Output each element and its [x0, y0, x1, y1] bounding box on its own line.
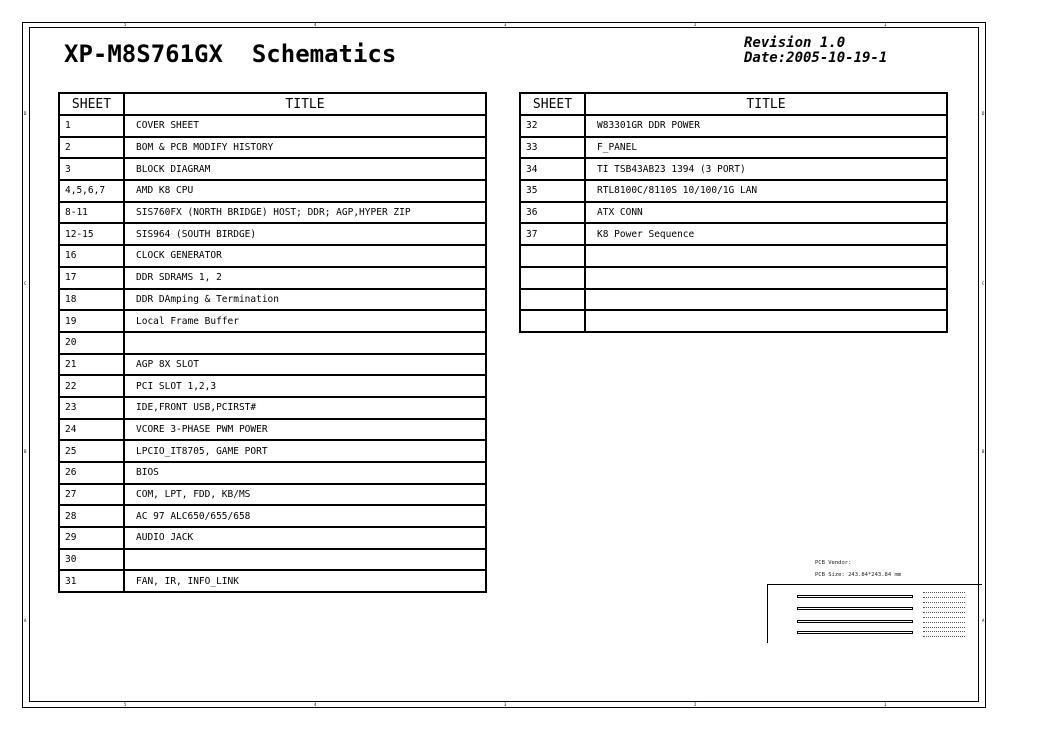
table-row — [59, 332, 486, 354]
sheet-number-cell: 12-15 — [59, 223, 124, 245]
sheet-title-cell: AC 97 ALC650/655/658 — [124, 505, 486, 527]
sheet-title-cell: FAN, IR, INFO_LINK — [124, 570, 486, 592]
column-header-sheet: SHEET — [59, 93, 124, 115]
table-row — [520, 289, 947, 311]
zone-marker-col: 3 — [504, 702, 507, 707]
sheet-number-cell: 20 — [59, 332, 124, 354]
sheet-title-cell: AMD K8 CPU — [124, 180, 486, 202]
sheet-number-cell: 21 — [59, 354, 124, 376]
sheet-number-cell — [520, 289, 585, 311]
title-block-text-lines — [923, 631, 965, 637]
sheet-title-cell: TI TSB43AB23 1394 (3 PORT) — [585, 158, 947, 180]
zone-marker-col: 5 — [124, 702, 127, 707]
zone-marker-col: 1 — [884, 22, 887, 27]
table-row — [59, 289, 486, 311]
sheet-title-cell — [585, 310, 947, 332]
sheet-number-cell: 27 — [59, 484, 124, 506]
date-label: Date:2005-10-19-1 — [744, 50, 888, 66]
sheet-number-cell: 31 — [59, 570, 124, 592]
sheet-title-cell: SIS760FX (NORTH BRIDGE) HOST; DDR; AGP,HYPER ZIP — [124, 202, 486, 224]
sheet-number-cell: 26 — [59, 462, 124, 484]
zone-marker-row: B — [982, 449, 985, 454]
sheet-index-table-left — [58, 92, 487, 593]
sheet-number-cell: 19 — [59, 310, 124, 332]
table-row — [59, 549, 486, 571]
table-row — [59, 202, 486, 224]
sheet-title-cell — [585, 289, 947, 311]
sheet-title-cell: IDE,FRONT USB,PCIRST# — [124, 397, 486, 419]
zone-marker-row: D — [982, 111, 985, 116]
sheet-title-cell: BLOCK DIAGRAM — [124, 158, 486, 180]
title-block-bar — [797, 595, 913, 598]
title-block-text-lines — [923, 622, 965, 628]
sheet-number-cell: 17 — [59, 267, 124, 289]
table-row — [520, 158, 947, 180]
sheet-title-cell: VCORE 3-PHASE PWM POWER — [124, 419, 486, 441]
sheet-title-cell: DDR DAmping & Termination — [124, 289, 486, 311]
pcb-size-label: PCB Size: 243.84*243.84 mm — [815, 572, 902, 578]
zone-marker-col: 4 — [314, 22, 317, 27]
table-row — [59, 180, 486, 202]
sheet-title-cell: COM, LPT, FDD, KB/MS — [124, 484, 486, 506]
sheet-number-cell: 8-11 — [59, 202, 124, 224]
table-row — [59, 245, 486, 267]
sheet-title-cell: DDR SDRAMS 1, 2 — [124, 267, 486, 289]
sheet-title-cell — [124, 549, 486, 571]
table-row — [520, 202, 947, 224]
column-header-sheet: SHEET — [520, 93, 585, 115]
title-block-text-lines — [923, 592, 965, 598]
title-block-text-lines — [923, 612, 965, 618]
sheet-number-cell: 33 — [520, 137, 585, 159]
table-row — [59, 223, 486, 245]
sheet-number-cell: 34 — [520, 158, 585, 180]
sheet-number-cell: 29 — [59, 527, 124, 549]
sheet-title-cell: BOM & PCB MODIFY HISTORY — [124, 137, 486, 159]
table-row — [520, 245, 947, 267]
sheet-title-cell — [585, 267, 947, 289]
table-row — [59, 484, 486, 506]
sheet-title-cell: LPCIO_IT8705, GAME PORT — [124, 440, 486, 462]
zone-marker-col: 1 — [884, 702, 887, 707]
sheet-number-cell: 23 — [59, 397, 124, 419]
zone-marker-row: A — [24, 618, 27, 623]
title-block-bar — [797, 607, 913, 610]
sheet-number-cell: 3 — [59, 158, 124, 180]
table-row — [59, 505, 486, 527]
sheet-title-cell: CLOCK GENERATOR — [124, 245, 486, 267]
table-body — [59, 115, 486, 592]
zone-marker-row: D — [24, 111, 27, 116]
title-block — [767, 584, 985, 643]
sheet-number-cell: 28 — [59, 505, 124, 527]
sheet-title-cell: AUDIO JACK — [124, 527, 486, 549]
table-header-row — [520, 93, 947, 115]
zone-marker-col: 4 — [314, 702, 317, 707]
table-row — [59, 310, 486, 332]
sheet-number-cell: 35 — [520, 180, 585, 202]
title-block-text-lines — [923, 602, 965, 608]
sheet-number-cell: 37 — [520, 223, 585, 245]
page-title: XP-M8S761GX Schematics — [64, 40, 397, 68]
title-block-bar — [797, 631, 913, 634]
sheet-number-cell: 30 — [59, 549, 124, 571]
table-row — [59, 419, 486, 441]
zone-marker-col: 5 — [124, 22, 127, 27]
zone-marker-row: B — [24, 449, 27, 454]
sheet-title-cell — [585, 245, 947, 267]
sheet-number-cell: 24 — [59, 419, 124, 441]
column-header-title: TITLE — [124, 93, 486, 115]
sheet-title-cell: Local Frame Buffer — [124, 310, 486, 332]
sheet-number-cell: 18 — [59, 289, 124, 311]
sheet-title-cell: W83301GR DDR POWER — [585, 115, 947, 137]
pcb-vendor-label: PCB Vendor: — [815, 560, 852, 566]
sheet-title-cell: COVER SHEET — [124, 115, 486, 137]
table-row — [520, 267, 947, 289]
sheet-title-cell: RTL8100C/8110S 10/100/1G LAN — [585, 180, 947, 202]
sheet-number-cell — [520, 245, 585, 267]
sheet-title-cell: F_PANEL — [585, 137, 947, 159]
sheet-number-cell: 1 — [59, 115, 124, 137]
sheet-number-cell: 32 — [520, 115, 585, 137]
table-row — [59, 527, 486, 549]
sheet-number-cell: 16 — [59, 245, 124, 267]
table-row — [520, 310, 947, 332]
sheet-title-cell — [124, 332, 486, 354]
sheet-number-cell: 4,5,6,7 — [59, 180, 124, 202]
zone-marker-col: 2 — [694, 22, 697, 27]
sheet-number-cell — [520, 310, 585, 332]
table-row — [520, 137, 947, 159]
sheet-number-cell: 2 — [59, 137, 124, 159]
table-row — [520, 180, 947, 202]
table-row — [59, 570, 486, 592]
sheet-title-cell: SIS964 (SOUTH BIRDGE) — [124, 223, 486, 245]
column-header-title: TITLE — [585, 93, 947, 115]
sheet-number-cell: 25 — [59, 440, 124, 462]
table-row — [520, 223, 947, 245]
zone-marker-row: C — [982, 281, 985, 286]
sheet-number-cell — [520, 267, 585, 289]
zone-marker-row: A — [982, 618, 985, 623]
table-row — [59, 354, 486, 376]
sheet-title-cell: K8 Power Sequence — [585, 223, 947, 245]
revision-block — [744, 36, 887, 66]
table-row — [59, 462, 486, 484]
zone-marker-col: 2 — [694, 702, 697, 707]
table-row — [59, 440, 486, 462]
zone-marker-row: C — [24, 281, 27, 286]
table-row — [59, 397, 486, 419]
sheet-index-table-right — [519, 92, 948, 333]
sheet-title-cell: BIOS — [124, 462, 486, 484]
sheet-title-cell: PCI SLOT 1,2,3 — [124, 375, 486, 397]
table-row — [59, 158, 486, 180]
sheet-number-cell: 22 — [59, 375, 124, 397]
sheet-title-cell: ATX CONN — [585, 202, 947, 224]
table-header-row — [59, 93, 486, 115]
zone-marker-col: 3 — [504, 22, 507, 27]
table-row — [59, 267, 486, 289]
title-block-bar — [797, 620, 913, 623]
revision-label: Revision 1.0 — [744, 35, 846, 51]
table-row — [59, 115, 486, 137]
table-row — [59, 375, 486, 397]
sheet-title-cell: AGP 8X SLOT — [124, 354, 486, 376]
sheet-number-cell: 36 — [520, 202, 585, 224]
table-row — [520, 115, 947, 137]
table-body — [520, 115, 947, 332]
table-row — [59, 137, 486, 159]
